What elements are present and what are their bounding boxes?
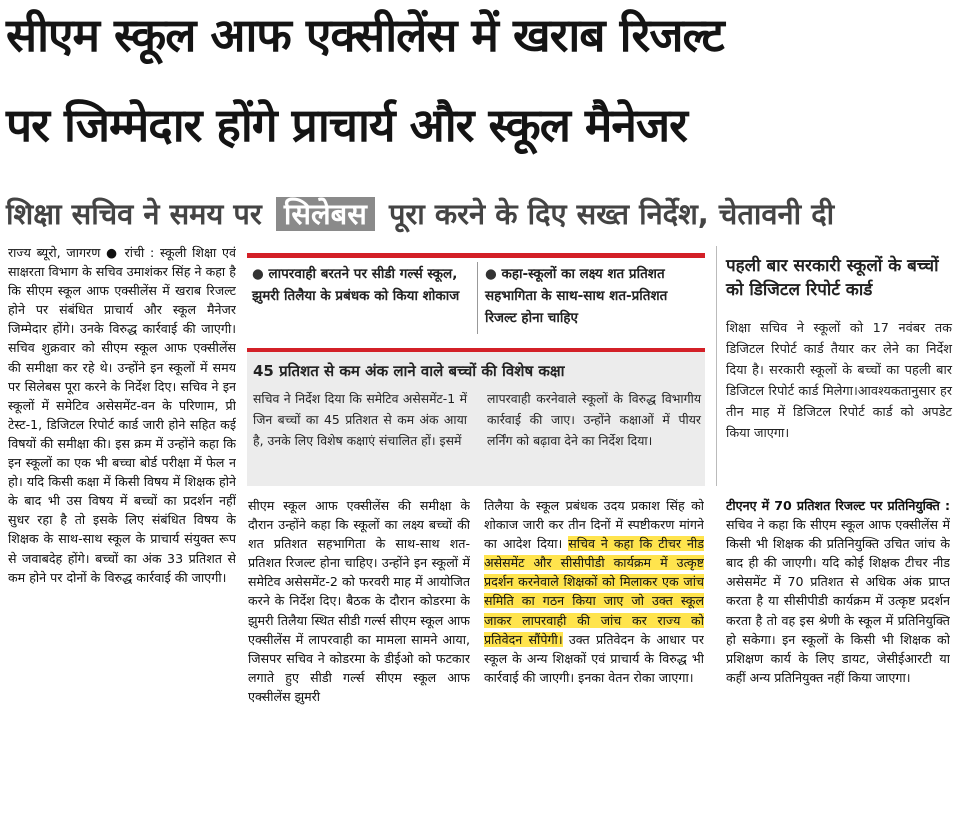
- sidebar-heading: पहली बार सरकारी स्कूलों के बच्चों को डिजिटल रिपोर्ट कार्ड: [726, 256, 939, 300]
- column-1-text: स्कूली शिक्षा एवं साक्षरता विभाग के सचिव उमाशंकर सिंह ने कहा है कि सीएम स्कूल आफ एक्सीलेंस में खराब रिजल्ट होने पर संबंधित प्राचार्य और स्कूल मैनेजर जिम्मेदार होंगे। उनके विरुद्ध कार्रवाई की जाएगी। सचिव शुक्रवार को सीएम स्कूल आफ एक्सीलेंस की समीक्षा कर रहे थे। उन्होंने इन स्कूलों में समय पर सिलेबस पूरा करने के निर्देश दिए। सचिव ने इन स्कूलों में समेटिव असेसमेंट-वन के परिणाम, प्री टेस्ट-1, डिजिटल रिपोर्ट कार्ड जारी होने सहित कई विषयों की समीक्षा की। इस क्रम में उन्होंने कहा कि इन स्कूलों का एक भी बच्चा बोर्ड परीक्षा में फेल न हो। यदि किसी कक्षा में किसी विषय में शिक्षक होने के बाद भी उस विषय में बच्चों का प्रदर्शन नहीं सुधर रहा है तो इसके लिए संबंधित विषय के शिक्षक के साथ-साथ स्कूल के प्राचार्य संयुक्त रूप से जवाबदेह होंगे। बच्चों का अंक 33 प्रतिशत से कम होने पर दोनों के विरुद्ध कार्रवाई की जाएगी।: [8, 245, 236, 585]
- bullet-icon: ●: [252, 266, 264, 282]
- article-column-2: [248, 496, 470, 835]
- column-3-text-before: तिलैया के स्कूल प्रबंधक उदय प्रकाश सिंह को शोकाज जारी कर तीन दिनों में स्पष्टीकरण मांगने का आदेश दिया।: [484, 498, 704, 552]
- subheadline: [6, 192, 834, 236]
- column-4-text: सचिव ने कहा कि सीएम स्कूल आफ एक्सीलेंस में किसी भी शिक्षक की प्रतिनियुक्ति उचित जांच के बाद ही की जाएगी। यदि कोई शिक्षक टीचर नीड असेसमेंट में 70 प्रतिशत से अधिक अंक प्राप्त करता है या सीसीपीडी कार्यक्रम में उत्कृष्ट प्रदर्शन करता है तो वह इस श्रेणी के स्कूल में प्रतिनियुक्ति हो सकेगा। इन स्कूलों के किसी भी शिक्षक को प्रशिक्षण कार्य के लिए डायट, जेसीईआरटी या कहीं अन्य प्रतिनियुक्त नहीं किया जाएगा।: [726, 517, 950, 685]
- box-point-2: [485, 263, 703, 329]
- article-column-3: [484, 496, 704, 835]
- article-column-4: [726, 496, 950, 835]
- article-column-1: [8, 243, 236, 835]
- subheadline-highlight: सिलेबस: [276, 197, 375, 231]
- headline-line-1: सीएम स्कूल आफ एक्सीलेंस में खराब रिजल्ट: [6, 8, 724, 62]
- box-divider: [477, 262, 478, 334]
- box-top-rule: [247, 253, 705, 258]
- special-class-heading: 45 प्रतिशत से कम अंक लाने वाले बच्चों की विशेष कक्षा: [253, 362, 565, 380]
- special-class-col-a: सचिव ने निर्देश दिया कि समेटिव असेसमेंट-1 में जिन बच्चों का 45 प्रतिशत से कम अंक आया है, उनके लिए विशेष कक्षाएं संचालित हों। इसमें: [253, 391, 467, 448]
- subheadline-before: शिक्षा सचिव ने समय पर: [6, 197, 262, 231]
- column-3-highlighted-text: सचिव ने कहा कि टीचर नीड असेसमेंट और सीसीपीडी कार्यक्रम में उत्कृष्ट प्रदर्शन करनेवाले शिक्षकों को मिलाकर एक जांच समिति का गठन किया जाए जो उक्त स्कूल जाकर लापरवाही की जांच कर राज्य को प्रतिवेदन सौंपेगी।: [484, 536, 704, 647]
- column-3-text-after: उक्त प्रतिवेदन के आधार पर स्कूल के अन्य शिक्षकों एवं प्राचार्य के विरुद्ध भी कार्रवाई की जाएगी। इनका वेतन रोका जाएगा।: [484, 631, 704, 685]
- dateline-separator-icon: ●: [106, 245, 119, 260]
- sidebar-text: शिक्षा सचिव ने स्कूलों को 17 नवंबर तक डिजिटल रिपोर्ट कार्ड तैयार कर लेने का निर्देश दिया है। सरकारी स्कूलों के बच्चों का पहली बार डिजिटल रिपोर्ट कार्ड मिलेगा।आवश्यकतानुसार हर तीन माह में डिजिटल रिपोर्ट कार्ड को अपडेट किया जाएगा।: [726, 321, 952, 441]
- subheadline-after: पूरा करने के दिए सख्त निर्देश, चेतावनी दी: [388, 197, 835, 231]
- special-class-col-b: लापरवाही करनेवाले स्कूलों के विरुद्ध विभागीय कार्रवाई की जाए। उन्होंने कक्षाओं में पीयर लर्निंग को बढ़ावा देने का निर्देश दिया।: [487, 391, 701, 448]
- box-point-2-text: कहा-स्कूलों का लक्ष्य शत प्रतिशत सहभागिता के साथ-साथ शत-प्रतिशत रिजल्ट होना चाहिए: [485, 266, 668, 326]
- column-4-lead: टीएनए में 70 प्रतिशत रिजल्ट पर प्रतिनियुक्ति :: [726, 498, 950, 513]
- special-class-rule: [247, 348, 705, 352]
- bullet-icon: ●: [485, 266, 497, 282]
- headline-line-2: पर जिम्मेदार होंगे प्राचार्य और स्कूल मैनेजर: [6, 98, 687, 152]
- box-point-1-text: लापरवाही बरतने पर सीडी गर्ल्स स्कूल, झुमरी तिलैया के प्रबंधक को किया शोकाज: [252, 266, 460, 304]
- box-point-1: [252, 263, 470, 307]
- sidebar-divider: [716, 246, 717, 486]
- dateline: राज्य ब्यूरो, जागरण: [8, 245, 101, 260]
- column-2-text: सीएम स्कूल आफ एक्सीलेंस की समीक्षा के दौरान उन्होंने कहा कि स्कूलों का लक्ष्य बच्चों की शत प्रतिशत सहभागिता के साथ-साथ शत-प्रतिशत रिजल्ट होना चाहिए। उन्होंने इन स्कूलों में समेटिव असेसमेंट-2 को फरवरी माह में आयोजित करने के निर्देश दिए। बैठक के दौरान कोडरमा के झुमरी तिलैया स्थित सीडी गर्ल्स सीएम स्कूल आफ एक्सीलेंस में लापरवाही का मामला सामने आया, जिसपर सचिव ने कोडरमा के डीईओ को फटकार लगाते हुए सीडी गर्ल्स सीएम स्कूल आफ एक्सीलेंस झुमरी: [248, 498, 470, 704]
- location: रांची :: [124, 245, 155, 260]
